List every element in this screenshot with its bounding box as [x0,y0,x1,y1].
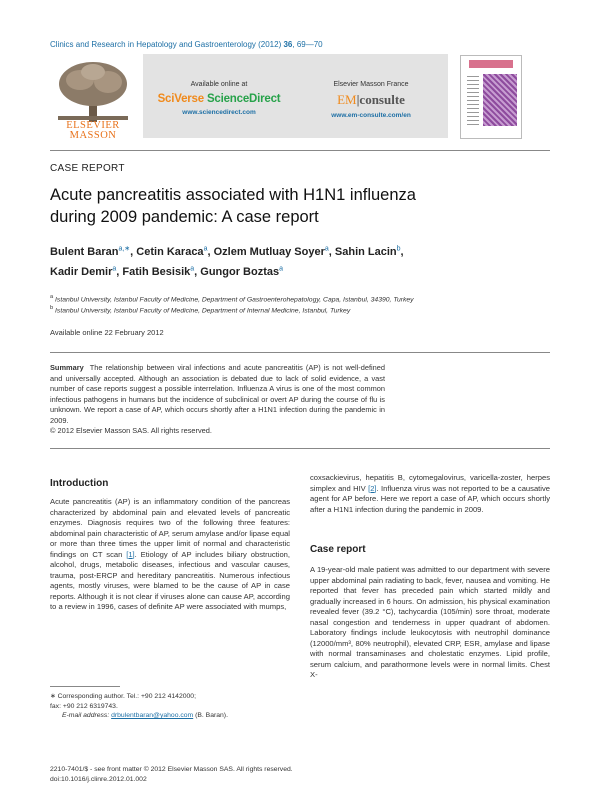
author: Bulent Baran$^{a,∗}$, [50,245,137,258]
copyright: © 2012 Elsevier Masson SAS. All rights reserved. [50,426,212,435]
sciencedirect-link[interactable]: www.sciencedirect.com [182,109,256,116]
article-title: Acute pancreatitis associated with H1N1 influenza during 2009 pandemic: A case report [50,186,416,226]
email-link[interactable]: drbulentbaran@yahoo.com [111,712,194,719]
header-divider [50,150,550,151]
introduction-heading: Introduction [50,478,109,489]
elsevier-masson-wordmark: ELSEVIER MASSON [66,120,120,141]
reference-link[interactable]: [2] [368,483,377,493]
affiliation-a: $^a$ Istanbul University, Istanbul Faculty of Medicine, Department of Gastroenterohepatology, Capa, Istanbul, 34390, Turkey [50,294,414,304]
case-report-text: A 19-year-old male patient was admitted to our department with severe upper abdominal pain radiating to back, fever, nausea and vomiting. He reported that fever has preceded pain which started mildly and gradually increased in 6 hours. On admission, his physical examination revealed fever (39.2 °C), tachycardia (105/min) sore throat, moderate nasal congestion and tenderness in upper quadrant of abdomen. Laboratory findings include leukocytosis with neutrophil dominance (12000/mm³, 80% neutrophil), elevated CRP, ESR, amylase and lipase with normal transaminases and cholestatic enzymes. Lipid profile, serum calcium, and parathormone levels were in normal limits. Chest X- [310,565,550,679]
introduction-text: Acute pancreatitis (AP) is an inflammatory condition of the pancreas characterized by abdominal pain and elevated levels of pancreatic enzymes. Diagnosis requires two of the following three features: abdominal pain characteristic of AP, serum amylase and/or lipase equal or more than three times the upper limit of normal and characteristic findings on CT scan [1]. Etiology of AP includes biliary obstruction, alcohol, drugs, metabolic diseases, infectious and vascular causes, trauma, post-ERCP and hereditary pancreatitis. Numerous infectious agents, mostly viruses, were blamed to be the cause of AP in case reports. Although it is not clear if viruses alone can cause AP, according to a review in 1996, cases of definite AP were associated with mumps, [50,497,290,611]
em-consulte-logo: EM|consulte [337,92,405,107]
sciencedirect-block [143,54,295,116]
em-consulte-link[interactable]: www.em-consulte.com/en [331,112,411,119]
author: Kadir Demir$^a$, [50,265,123,279]
journal-cover-thumbnail [460,55,522,139]
reference-link[interactable]: [1] [126,549,135,559]
elsevier-masson-france-label: Elsevier Masson France [333,81,409,88]
corresponding-author-note: ∗ Corresponding author. Tel.: +90 212 4142000; fax: +90 212 6319743. E-mail address: drbulentbaran@yahoo.com (B. Baran). [50,693,228,719]
emconsulte-block [295,54,447,119]
right-column-intro-text: coxsackievirus, hepatitis B, cytomegalovirus, varicella-zoster, herpes simplex and HIV [2]. Influenza virus was not reported to be a causative agent for AP before. Here we report a case of AP, which occurs shortly after a H1N1 infection during the pandemic in 2009. [310,473,550,514]
abstract: Summary The relationship between viral infections and acute pancreatitis (AP) is not well-defined and universally accepted. Although an association is debated due to lack of solid evidence, a vast number of case reports suggest a possible interrelation. Influenza A virus is one of the most common infectious pathogens in humans but the incidence of subclinical or overt AP during the course of flu is unknown. We report a case of AP, which occurs shortly after a H1N1 infection during the pandemic in 2009. © 2012 Elsevier Masson SAS. All rights reserved. [50,363,385,435]
affiliation-b: $^b$ Istanbul University, Istanbul Faculty of Medicine, Department of Internal Medicine, Istanbul, Turkey [50,305,351,315]
abstract-bottom-rule [50,448,550,449]
abstract-top-rule [50,352,550,353]
online-date: Available online 22 February 2012 [50,328,164,337]
author-list [50,240,550,281]
available-online-label: Available online at [190,81,248,88]
case-report-heading: Case report [310,544,366,555]
footnote-rule [50,686,120,687]
author: Gungor Boztas$^a$ [200,265,284,279]
article-type: CASE REPORT [50,163,125,174]
copyright-footer: 2210-7401/$ - see front matter © 2012 Elsevier Masson SAS. All rights reserved. doi:10.1016/j.clinre.2012.01.002 [50,766,293,783]
author: Ozlem Mutluay Soyer$^a$, [213,245,335,258]
availability-banner [143,54,448,138]
journal-citation: Clinics and Research in Hepatology and Gastroenterology (2012) 36, 69—70 [50,40,323,49]
sciverse-sciencedirect-logo: SciVerse ScienceDirect [157,93,281,105]
author: Sahin Lacin$^b$, [334,245,404,258]
author: Fatih Besisik$^a$, [122,265,201,279]
doi: doi:10.1016/j.clinre.2012.01.002 [50,775,147,783]
author: Cetin Karaca$^a$, [136,245,214,258]
